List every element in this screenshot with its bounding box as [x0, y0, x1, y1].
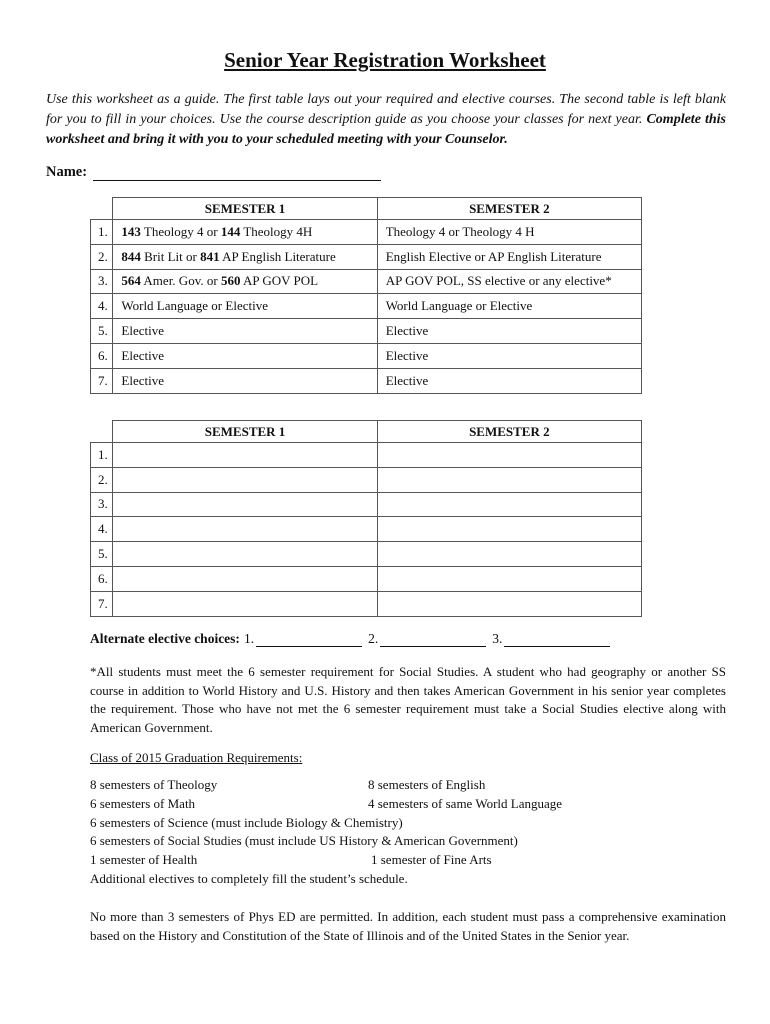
- phys-ed-note: No more than 3 semesters of Phys ED are permitted. In addition, each student must pass a comprehensive examination based on the History and Constitution of the State of Illinois and of the United States in the Senior year.: [90, 909, 726, 943]
- student-choices-table: [90, 420, 642, 617]
- list-item: [90, 814, 730, 833]
- name-field-row: [46, 164, 381, 181]
- header-blank-cell: [91, 198, 113, 220]
- semester-2-entry[interactable]: [377, 517, 641, 542]
- row-number: 7.: [91, 368, 113, 393]
- semester-2-entry[interactable]: [377, 443, 641, 468]
- requirement-right: 1 semester of Fine Arts: [371, 852, 492, 868]
- course-code: 844: [121, 248, 141, 264]
- table-header-row: [91, 421, 642, 443]
- table-header-row: [91, 198, 642, 220]
- table-row: [91, 467, 642, 492]
- row-number: 2.: [91, 467, 113, 492]
- semester-1-cell: [113, 244, 377, 269]
- course-text: Theology 4H: [240, 223, 313, 239]
- alternate-number: 1.: [243, 631, 255, 646]
- name-label: Name:: [46, 164, 88, 180]
- alternate-choice-1-line[interactable]: [256, 632, 362, 647]
- course-code: 143: [121, 223, 141, 239]
- requirement-left: Additional electives to completely fill the student’s schedule.: [90, 870, 408, 886]
- header-blank-cell: [91, 421, 113, 443]
- semester-2-cell: Elective: [377, 319, 641, 344]
- table-row: [91, 294, 642, 319]
- alternate-choice-2-line[interactable]: [380, 632, 486, 647]
- requirement-left: 6 semesters of Science (must include Biology & Chemistry): [90, 814, 403, 830]
- semester-1-cell: [113, 220, 377, 245]
- alternate-electives-label: Alternate elective choices:: [90, 631, 240, 646]
- semester-1-cell: Elective: [113, 343, 377, 368]
- semester-1-cell: World Language or Elective: [113, 294, 377, 319]
- requirements-title: [90, 750, 302, 766]
- list-item: [90, 776, 730, 795]
- name-blank-line[interactable]: [93, 164, 381, 181]
- row-number: 1.: [91, 443, 113, 468]
- table-row: [91, 343, 642, 368]
- required-courses-table: [90, 197, 642, 394]
- requirement-left: 8 semesters of Theology: [90, 777, 218, 792]
- course-code: 560: [220, 273, 241, 289]
- requirement-right: 8 semesters of English: [368, 777, 486, 792]
- table-row: [91, 566, 642, 591]
- course-code: 144: [220, 223, 241, 239]
- row-number: 2.: [91, 244, 113, 269]
- table-row: [91, 542, 642, 567]
- semester-2-entry[interactable]: [377, 467, 641, 492]
- requirement-left: 1 semester of Health: [90, 852, 198, 868]
- requirements-list: [90, 776, 730, 889]
- row-number: 1.: [91, 220, 113, 245]
- table-row: [91, 269, 642, 294]
- table-row: [91, 244, 642, 269]
- semester-1-entry[interactable]: [113, 492, 377, 517]
- alternate-choice-3-line[interactable]: [504, 632, 610, 647]
- row-number: 7.: [91, 591, 113, 616]
- table-row: [91, 492, 642, 517]
- semester-1-cell: Elective: [113, 319, 377, 344]
- semester-2-entry[interactable]: [377, 492, 641, 517]
- list-item: [90, 851, 730, 870]
- table-row: [91, 591, 642, 616]
- social-studies-note: *All students must meet the 6 semester requirement for Social Studies. A student who had geography or another SS course in addition to World History and U.S. History and then takes American Government in his senior year completes the requirement. Those who have not met the 6 semester requirement must take a Social Studies elective along with American Government.: [90, 664, 726, 736]
- requirement-right: 4 semesters of same World Language: [368, 795, 563, 811]
- alternate-electives-row: [90, 631, 616, 647]
- course-code: 564: [121, 273, 141, 289]
- alternate-number: 2.: [368, 631, 379, 646]
- row-number: 4.: [91, 294, 113, 319]
- course-code: 841: [200, 248, 220, 264]
- semester-2-cell: Theology 4 or Theology 4 H: [377, 220, 641, 245]
- list-item: [90, 795, 730, 814]
- semester-1-entry[interactable]: [113, 443, 377, 468]
- table-row: [91, 220, 642, 245]
- semester-2-cell: AP GOV POL, SS elective or any elective*: [377, 269, 641, 294]
- semester-1-entry[interactable]: [113, 591, 377, 616]
- header-semester-2: SEMESTER 2: [377, 421, 641, 443]
- requirement-left: 6 semesters of Math: [90, 795, 196, 811]
- header-semester-1: SEMESTER 1: [113, 421, 377, 443]
- table-row: [91, 319, 642, 344]
- semester-1-cell: Elective: [113, 368, 377, 393]
- list-item: [90, 870, 730, 889]
- semester-1-entry[interactable]: [113, 467, 377, 492]
- semester-2-cell: Elective: [377, 343, 641, 368]
- intro-text: Use this worksheet as a guide. The first table lays out your required and elective courses. The second table is left blank for you to fill in your choices. Use the course description guide as you choose your classes for next year.: [46, 92, 726, 127]
- semester-1-entry[interactable]: [113, 517, 377, 542]
- course-text: Amer. Gov. or: [140, 273, 221, 289]
- semester-2-entry[interactable]: [377, 591, 641, 616]
- semester-1-entry[interactable]: [113, 566, 377, 591]
- row-number: 4.: [91, 517, 113, 542]
- row-number: 5.: [91, 542, 113, 567]
- semester-2-entry[interactable]: [377, 542, 641, 567]
- course-text: Theology 4 or: [140, 223, 221, 239]
- semester-2-cell: Elective: [377, 368, 641, 393]
- intro-bold-instruction: Complete this worksheet and bring it with you to your scheduled meeting with your Counselor.: [46, 112, 727, 147]
- table-row: [91, 443, 642, 468]
- semester-1-entry[interactable]: [113, 542, 377, 567]
- list-item: [90, 832, 730, 851]
- header-semester-1: SEMESTER 1: [113, 198, 377, 220]
- course-text: AP English Literature: [219, 248, 336, 264]
- row-number: 6.: [91, 566, 113, 591]
- requirements-title-text: Class of 2015 Graduation Requirements: [90, 750, 299, 765]
- row-number: 5.: [91, 319, 113, 344]
- semester-2-cell: English Elective or AP English Literature: [377, 244, 641, 269]
- row-number: 3.: [91, 492, 113, 517]
- table-row: [91, 517, 642, 542]
- page-title: Senior Year Registration Worksheet: [224, 48, 546, 72]
- requirements-title-colon: :: [298, 750, 303, 765]
- semester-2-entry[interactable]: [377, 566, 641, 591]
- semester-2-cell: World Language or Elective: [377, 294, 641, 319]
- alternate-number: 3.: [492, 631, 503, 646]
- table-row: [91, 368, 642, 393]
- course-text: AP GOV POL: [240, 273, 319, 289]
- row-number: 6.: [91, 343, 113, 368]
- header-semester-2: SEMESTER 2: [377, 198, 641, 220]
- requirement-left: 6 semesters of Social Studies (must include US History & American Government): [90, 833, 518, 849]
- intro-paragraph: [46, 90, 726, 150]
- course-text: Brit Lit or: [140, 248, 201, 264]
- row-number: 3.: [91, 269, 113, 294]
- semester-1-cell: [113, 269, 377, 294]
